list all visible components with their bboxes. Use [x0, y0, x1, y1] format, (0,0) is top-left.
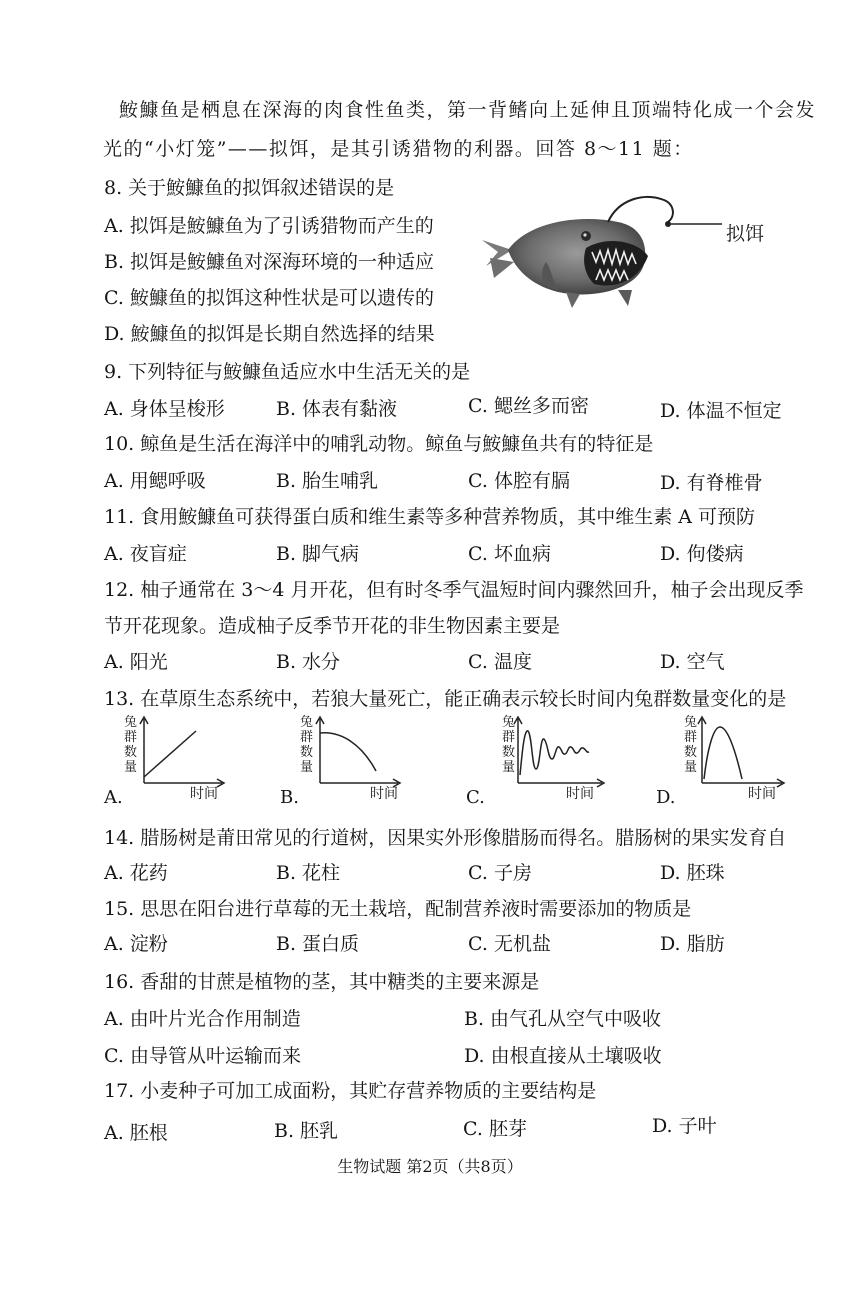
- q11-option-c: C. 坏血病: [468, 543, 551, 565]
- q13-graph-d: [656, 715, 806, 807]
- q16-option-c: C. 由导管从叶运输而来: [104, 1045, 301, 1067]
- q17-option-d: D. 子叶: [652, 1115, 717, 1137]
- anglerfish-illustration: [468, 192, 778, 312]
- q13-graph-a-plot: [104, 715, 254, 807]
- question-15-stem: 15. 思思在阳台进行草莓的无土栽培，配制营养液时需要添加的物质是: [104, 898, 692, 920]
- q13-graph-c-xlabel: 时间: [566, 786, 594, 802]
- q14-option-a: A. 花药: [104, 862, 168, 884]
- q10-option-a: A. 用鳃呼吸: [104, 470, 206, 492]
- q13-graph-a-xlabel: 时间: [190, 786, 218, 802]
- q13-graph-c: [466, 715, 616, 807]
- lure-label: 拟饵: [726, 223, 765, 245]
- question-14-stem: 14. 腊肠树是莆田常见的行道树，因果实外形像腊肠而得名。腊肠树的果实发育自: [104, 827, 787, 849]
- q13-graph-d-ylabel: 兔群数量: [684, 715, 698, 775]
- q13-graph-a: [104, 715, 254, 807]
- q13-graph-b-plot: [280, 715, 430, 807]
- q8-option-d: D. 鮟鱇鱼的拟饵是长期自然选择的结果: [104, 323, 435, 345]
- q9-option-b: B. 体表有黏液: [276, 398, 398, 420]
- q17-option-b: B. 胚乳: [274, 1120, 339, 1142]
- q15-option-d: D. 脂肪: [660, 933, 725, 955]
- q16-option-a: A. 由叶片光合作用制造: [104, 1008, 301, 1030]
- question-13-stem: 13. 在草原生态系统中，若狼大量死亡，能正确表示较长时间内兔群数量变化的是: [104, 688, 787, 710]
- q15-option-b: B. 蛋白质: [276, 933, 360, 955]
- q13-graph-b-ylabel: 兔群数量: [300, 715, 314, 775]
- q8-option-a: A. 拟饵是鮟鱇鱼为了引诱猎物而产生的: [104, 215, 434, 237]
- intro-line-1: 鮟鱇鱼是栖息在深海的肉食性鱼类，第一背鳍向上延伸且顶端特化成一个会发: [119, 99, 817, 121]
- q15-option-a: A. 淀粉: [104, 933, 168, 955]
- q12-option-a: A. 阳光: [104, 651, 168, 673]
- q13-graph-c-letter: C.: [466, 787, 485, 808]
- question-10-stem: 10. 鲸鱼是生活在海洋中的哺乳动物。鲸鱼与鮟鱇鱼共有的特征是: [104, 433, 654, 455]
- q13-graph-c-ylabel: 兔群数量: [502, 715, 516, 775]
- q8-option-b: B. 拟饵是鮟鱇鱼对深海环境的一种适应: [104, 251, 435, 273]
- q12-option-d: D. 空气: [660, 651, 725, 673]
- q13-graph-d-plot: [656, 715, 806, 807]
- question-9-stem: 9. 下列特征与鮟鱇鱼适应水中生活无关的是: [104, 361, 471, 383]
- q15-option-c: C. 无机盐: [468, 933, 551, 955]
- q13-graph-c-plot: [466, 715, 616, 807]
- question-12-stem-cont: 节开花现象。造成柚子反季节开花的非生物因素主要是: [104, 615, 561, 637]
- q11-option-d: D. 佝偻病: [660, 543, 744, 565]
- page-footer: 生物试题 第2页（共8页）: [337, 1157, 523, 1176]
- q17-option-c: C. 胚芽: [463, 1118, 527, 1140]
- anglerfish-figure: [468, 192, 778, 312]
- q12-option-b: B. 水分: [276, 651, 341, 673]
- question-8-stem: 8. 关于鮟鱇鱼的拟饵叙述错误的是: [104, 177, 395, 199]
- q13-graph-b: [280, 715, 430, 807]
- q8-option-c: C. 鮟鱇鱼的拟饵这种性状是可以遗传的: [104, 287, 434, 309]
- question-16-stem: 16. 香甜的甘蔗是植物的茎，其中糖类的主要来源是: [104, 971, 540, 993]
- q13-graph-a-letter: A.: [104, 787, 123, 808]
- question-12-stem: 12. 柚子通常在 3～4 月开花，但有时冬季气温短时间内骤然回升，柚子会出现反季: [104, 579, 804, 601]
- question-11-stem: 11. 食用鮟鱇鱼可获得蛋白质和维生素等多种营养物质，其中维生素 A 可预防: [104, 506, 756, 528]
- q14-option-c: C. 子房: [468, 862, 532, 884]
- q12-option-c: C. 温度: [468, 651, 532, 673]
- q13-graph-d-letter: D.: [656, 787, 676, 808]
- q13-graph-d-xlabel: 时间: [748, 786, 776, 802]
- q16-option-b: B. 由气孔从空气中吸收: [464, 1008, 662, 1030]
- q9-option-c: C. 鳃丝多而密: [468, 395, 589, 417]
- q16-option-d: D. 由根直接从土壤吸收: [464, 1045, 662, 1067]
- q14-option-b: B. 花柱: [276, 862, 341, 884]
- question-17-stem: 17. 小麦种子可加工成面粉，其贮存营养物质的主要结构是: [104, 1080, 597, 1102]
- q11-option-b: B. 脚气病: [276, 543, 360, 565]
- q11-option-a: A. 夜盲症: [104, 543, 187, 565]
- q13-graph-a-ylabel: 兔群数量: [124, 715, 138, 775]
- q14-option-d: D. 胚珠: [660, 862, 725, 884]
- q17-option-a: A. 胚根: [104, 1122, 168, 1144]
- q9-option-a: A. 身体呈梭形: [104, 398, 225, 420]
- q10-option-c: C. 体腔有膈: [468, 470, 570, 492]
- q9-option-d: D. 体温不恒定: [660, 400, 782, 422]
- q10-option-d: D. 有脊椎骨: [660, 472, 763, 494]
- q13-graph-b-xlabel: 时间: [370, 786, 398, 802]
- intro-line-2: 光的“小灯笼”——拟饵，是其引诱猎物的利器。回答 8～11 题：: [103, 138, 694, 160]
- q10-option-b: B. 胎生哺乳: [276, 470, 379, 492]
- q13-graph-b-letter: B.: [280, 787, 299, 808]
